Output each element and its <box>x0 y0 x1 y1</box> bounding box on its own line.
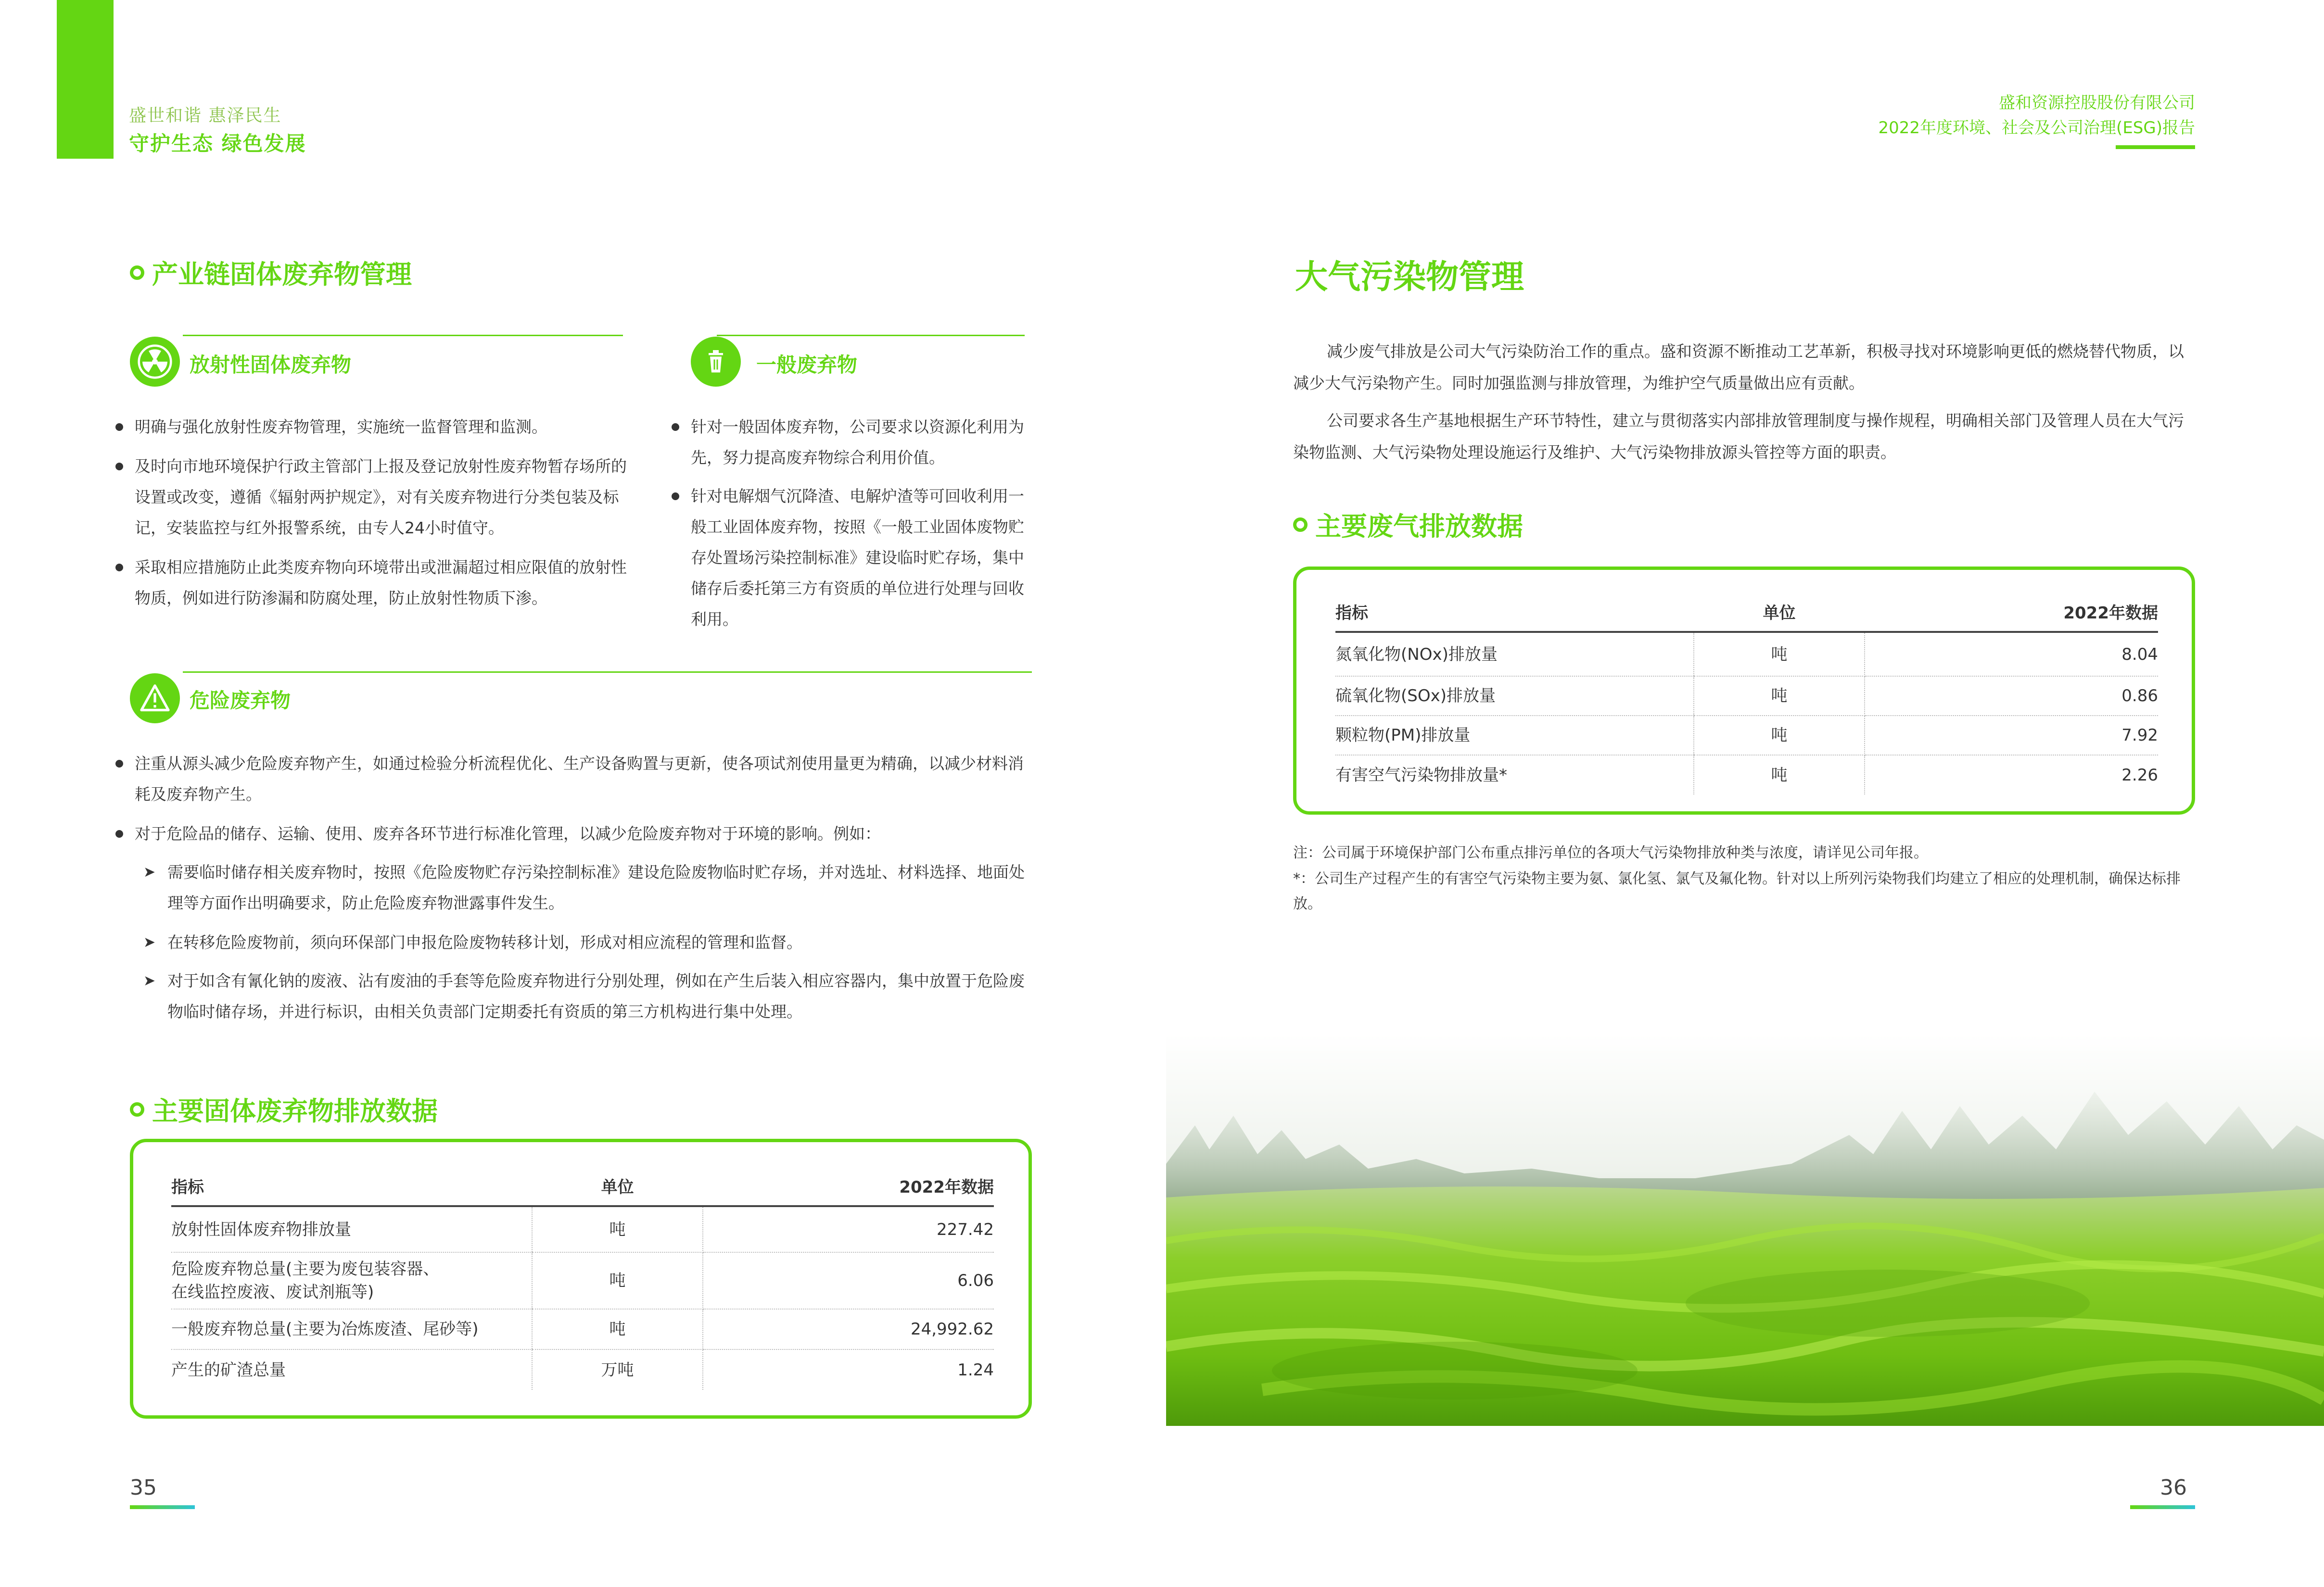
table-header-row <box>171 1166 994 1206</box>
solid-waste-table <box>171 1166 994 1390</box>
section-heading-solid-waste: 产业链固体废弃物管理 <box>130 254 412 291</box>
trash-icon <box>691 337 741 387</box>
hazardous-top-rule <box>183 671 1032 673</box>
table-row: 危险废弃物总量(主要为废包装容器、 在线监控废液、废试剂瓶等) 吨 6.06 <box>171 1252 994 1309</box>
hazardous-sub-item-2: ➤ 在转移危险废物前，须向环保部门申报危险废物转移计划，形成对相应流程的管理和监督。 <box>143 927 1029 958</box>
col-header-indicator: 指标 <box>171 1166 532 1206</box>
radioactive-icon <box>130 337 180 387</box>
header-underline <box>2116 145 2195 149</box>
arrow-icon: ➤ <box>143 864 156 881</box>
col-header-indicator: 指标 <box>1335 592 1694 632</box>
header-company: 盛和资源控股股份有限公司 <box>1999 93 2195 113</box>
page-number-right: 36 <box>2160 1475 2187 1500</box>
air-emission-table <box>1335 592 2158 794</box>
section-heading-solid-waste-data: 主要固体废弃物排放数据 <box>130 1091 438 1128</box>
hazardous-sub-item-3: ➤ 对于如含有氰化钠的废液、沾有废油的手套等危险废弃物进行分别处理，例如在产生后装入相应容器内，集中放置于危险废物临时储存场，并进行标识，由相关负责部门定期委托有资质的第三方机构进行集中处理。 <box>143 966 1029 1027</box>
table-row: 硫氧化物(SOx)排放量 吨 0.86 <box>1335 676 2158 716</box>
page-number-bar-left <box>130 1505 195 1509</box>
radioactive-title: 放射性固体废弃物 <box>190 353 352 377</box>
table-row: 放射性固体废弃物排放量 吨 227.42 <box>171 1206 994 1252</box>
general-bullet-1: 针对一般固体废弃物，公司要求以资源化利用为先，努力提高废弃物综合利用价值。 <box>672 412 1032 473</box>
page-number-bar-right <box>2130 1505 2195 1509</box>
hazardous-bullet-1: 注重从源头减少危险废弃物产生，如通过检验分析流程优化、生产设备购置与更新，使各项试剂使用量更为精确，以减少材料消耗及废弃物产生。 <box>115 748 1029 810</box>
hazardous-title: 危险废弃物 <box>190 689 291 712</box>
air-pollution-title: 大气污染物管理 <box>1295 258 1524 296</box>
table-row: 一般废弃物总量(主要为冶炼废渣、尾砂等) 吨 24,992.62 <box>171 1309 994 1349</box>
arrow-icon: ➤ <box>143 972 156 989</box>
ring-icon <box>130 265 144 280</box>
hazardous-bullet-2: 对于危险品的储存、运输、使用、废弃各环节进行标准化管理，以减少危险废弃物对于环境的影响。例如： <box>115 819 1029 849</box>
general-top-rule <box>717 335 1025 336</box>
col-header-2022: 2022年数据 <box>1865 592 2158 632</box>
col-header-2022: 2022年数据 <box>703 1166 994 1206</box>
ring-icon <box>130 1102 144 1117</box>
col-header-unit: 单位 <box>1694 592 1865 632</box>
ring-icon <box>1293 517 1308 532</box>
radioactive-bullet-2: 及时向市地环境保护行政主管部门上报及登记放射性废弃物暂存场所的设置或改变，遵循《辐射两护规定》，对有关废弃物进行分类包装及标记，安装监控与红外报警系统，由专人24小时值守。 <box>115 451 630 543</box>
grassland-landscape-image <box>1166 1034 2324 1426</box>
section-heading-air-data: 主要废气排放数据 <box>1293 506 1523 543</box>
header-title: 守护生态 绿色发展 <box>129 132 306 155</box>
general-bullet-2: 针对电解烟气沉降渣、电解炉渣等可回收利用一般工业固体废弃物，按照《一般工业固体废物贮存处置场污染控制标准》建设临时贮存场，集中储存后委托第三方有资质的单位进行处理与回收利用。 <box>672 481 1032 635</box>
warning-icon <box>130 673 180 723</box>
radioactive-bullet-1: 明确与强化放射性废弃物管理，实施统一监督管理和监测。 <box>115 412 630 442</box>
col-header-unit: 单位 <box>532 1166 703 1206</box>
hazardous-sub-item-1: ➤ 需要临时储存相关废弃物时，按照《危险废物贮存污染控制标准》建设危险废物临时贮存场，并对选址、材料选择、地面处理等方面作出明确要求，防止危险废弃物泄露事件发生。 <box>143 857 1029 919</box>
radioactive-bullet-3: 采取相应措施防止此类废弃物向环境带出或泄漏超过相应限值的放射性物质，例如进行防渗漏和防腐处理，防止放射性物质下渗。 <box>115 552 630 614</box>
air-note-2: *：公司生产过程产生的有害空气污染物主要为氨、氯化氢、氯气及氟化物。针对以上所列污染物我们均建立了相应的处理机制，确保达标排放。 <box>1293 870 2181 912</box>
page-number-left: 35 <box>130 1475 157 1500</box>
table-row: 氮氧化物(NOx)排放量 吨 8.04 <box>1335 632 2158 676</box>
table-header-row <box>1335 592 2158 632</box>
header-report-title: 2022年度环境、社会及公司治理(ESG)报告 <box>1878 118 2195 138</box>
air-para-1: 减少废气排放是公司大气污染防治工作的重点。盛和资源不断推动工艺革新，积极寻找对环境影响更低的燃烧替代物质，以减少大气污染物产生。同时加强监测与排放管理，为维护空气质量做出应有贡献。 <box>1293 342 2184 392</box>
arrow-icon: ➤ <box>143 934 156 951</box>
general-title: 一般废弃物 <box>756 353 858 377</box>
header-green-bar <box>57 0 114 159</box>
radioactive-top-rule <box>183 335 623 336</box>
air-para-2: 公司要求各生产基地根据生产环节特性，建立与贯彻落实内部排放管理制度与操作规程，明确相关部门及管理人员在大气污染物监测、大气污染物处理设施运行及维护、大气污染物排放源头管控等方面的职责。 <box>1293 411 2184 462</box>
air-note-1: 注：公司属于环境保护部门公布重点排污单位的各项大气污染物排放种类与浓度，请详见公司年报。 <box>1293 844 1928 861</box>
table-row: 颗粒物(PM)排放量 吨 7.92 <box>1335 716 2158 755</box>
header-slogan: 盛世和谐 惠泽民生 <box>129 106 282 126</box>
table-row: 有害空气污染物排放量* 吨 2.26 <box>1335 755 2158 794</box>
table-row: 产生的矿渣总量 万吨 1.24 <box>171 1349 994 1390</box>
